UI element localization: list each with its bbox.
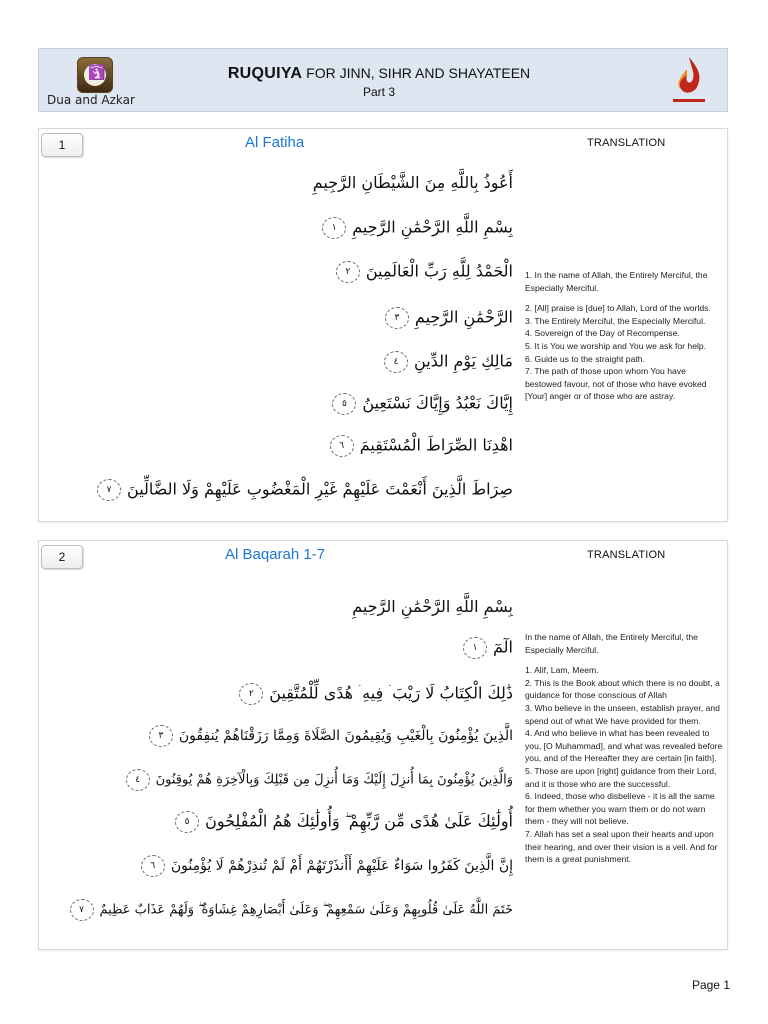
dua-azkar-app-icon[interactable] xyxy=(77,57,113,93)
translation-line: 3. The Entirely Merciful, the Especially Merciful. xyxy=(525,315,706,326)
translation-header: TRANSLATION xyxy=(587,137,666,149)
section-number-badge: 2 xyxy=(41,545,83,569)
ayah-text: الرَّحْمَٰنِ الرَّحِيمِ xyxy=(414,307,513,327)
ayah xyxy=(239,683,513,705)
ayah-text: الْحَمْدُ لِلَّهِ رَبِّ الْعَالَمِينَ xyxy=(365,261,513,281)
flame-logo-icon xyxy=(667,55,711,105)
section-card-al-fatiha xyxy=(38,128,728,522)
ayah-text: الَّذِينَ يُؤْمِنُونَ بِالْغَيْبِ وَيُقِيمُونَ الصَّلَاةَ وَمِمَّا رَزَقْنَاهُمْ يُنفِقُونَ xyxy=(178,728,513,744)
translation-line: 2. This is the Book about which there is no doubt, a guidance for those conscious of Allah xyxy=(525,677,720,701)
ayah-text: خَتَمَ اللَّهُ عَلَىٰ قُلُوبِهِمْ وَعَلَىٰ سَمْعِهِمْ ۖ وَعَلَىٰ أَبْصَارِهِمْ غِشَاوَةٌ ۖ وَلَهُمْ عَذَابٌ عَظِيمٌ xyxy=(99,902,513,918)
translation-line: 7. The path of those upon whom You have bestowed favour, not of those who have evoked [Your] anger or of those who are astray. xyxy=(525,366,707,402)
translation-header: TRANSLATION xyxy=(587,549,666,561)
arabic-column xyxy=(79,541,513,951)
ayah-text: إِنَّ الَّذِينَ كَفَرُوا سَوَاءٌ عَلَيْهِمْ أَأَنذَرْتَهُمْ أَمْ لَمْ تُنذِرْهُمْ لَا يُؤْمِنُونَ xyxy=(170,858,513,874)
ayah xyxy=(384,351,513,373)
translation-line: 4. Sovereign of the Day of Recompense. xyxy=(525,328,680,339)
arabic-column xyxy=(89,129,513,523)
ayah xyxy=(70,899,513,921)
ayah xyxy=(463,637,513,659)
ayah-text: مَالِكِ يَوْمِ الدِّينِ xyxy=(414,351,513,371)
translation-intro: 1. In the name of Allah, the Entirely Merciful, the Especially Merciful. xyxy=(525,270,708,293)
translation-line: 4. And who believe in what has been revealed to you, [O Muhammad], and what was revealed before you, and of the Hereafter they are certain [in faith]. xyxy=(525,728,723,764)
section-card-al-baqarah xyxy=(38,540,728,950)
ayah xyxy=(175,811,513,833)
ayah-number-marker: ٢ xyxy=(239,683,263,705)
ayah xyxy=(126,769,513,791)
ayah-text: وَالَّذِينَ يُؤْمِنُونَ بِمَا أُنزِلَ إِلَيْكَ وَمَا أُنزِلَ مِن قَبْلِكَ وَبِالْآخِرَةِ هُمْ يُوقِنُونَ xyxy=(155,772,513,788)
praying-figure-glyph: 🛐 xyxy=(88,65,106,81)
ayah xyxy=(141,855,513,877)
ayah-text: ذَٰلِكَ الْكِتَابُ لَا رَيْبَ ۛ فِيهِ ۛ هُدًى لِّلْمُتَّقِينَ xyxy=(269,683,513,703)
ayah-text: اهْدِنَا الصِّرَاطَ الْمُسْتَقِيمَ xyxy=(359,435,513,455)
ayah-text: صِرَاطَ الَّذِينَ أَنْعَمْتَ عَلَيْهِمْ غَيْرِ الْمَغْضُوبِ عَلَيْهِمْ وَلَا الضَّالِّينَ xyxy=(127,479,513,499)
ayah-text: بِسْمِ اللَّهِ الرَّحْمَٰنِ الرَّحِيمِ xyxy=(352,597,513,616)
title-strong: RUQUIYA xyxy=(227,65,303,82)
section-number-badge: 1 xyxy=(41,133,83,157)
ayah-text: أَعُوذُ بِاللَّهِ مِنَ الشَّيْطَانِ الرَّجِيمِ xyxy=(312,173,513,192)
ayah-text: الٓمٓ xyxy=(493,637,513,657)
ayah xyxy=(352,597,513,616)
translation-line: 5. It is You we worship and You we ask for help. xyxy=(525,340,707,351)
translation-line: 6. Guide us to the straight path. xyxy=(525,353,645,364)
translation-line: 7. Allah has set a seal upon their hearts and upon their hearing, and over their vision is a veil. And for them is a great punishment. xyxy=(525,828,718,865)
ayah-number-marker: ٥ xyxy=(332,393,356,415)
translation-text xyxy=(525,269,723,403)
section-title: Al Fatiha xyxy=(245,134,305,151)
ayah-number-marker: ٧ xyxy=(70,899,94,921)
translation-line: 2. [All] praise is [due] to Allah, Lord of the worlds. xyxy=(525,303,711,314)
ayah xyxy=(149,725,513,747)
translation-line: 3. Who believe in the unseen, establish prayer, and spend out of what We have provided for them. xyxy=(525,702,720,726)
ayah-number-marker: ١ xyxy=(322,217,346,239)
ayah xyxy=(332,393,513,415)
translation-line: 1. Alif, Lam, Meem. xyxy=(525,665,599,676)
ayah-number-marker: ٣ xyxy=(385,307,409,329)
translation-intro: In the name of Allah, the Entirely Merciful, the Especially Merciful. xyxy=(525,632,698,655)
page-header xyxy=(38,48,728,112)
ayah xyxy=(330,435,513,457)
ayah-text: أُولَٰئِكَ عَلَىٰ هُدًى مِّن رَّبِّهِمْ ۖ وَأُولَٰئِكَ هُمُ الْمُفْلِحُونَ xyxy=(205,811,513,831)
ayah-number-marker: ٤ xyxy=(126,769,150,791)
ayah-number-marker: ٧ xyxy=(97,479,121,501)
ayah-number-marker: ٦ xyxy=(141,855,165,877)
ayah-number-marker: ٤ xyxy=(384,351,408,373)
title-rest: FOR JINN, SIHR AND SHAYATEEN xyxy=(302,65,531,81)
ayah-text: إِيَّاكَ نَعْبُدُ وَإِيَّاكَ نَسْتَعِينُ xyxy=(362,393,513,413)
ayah-number-marker: ٣ xyxy=(149,725,173,747)
ayah-text: بِسْمِ اللَّهِ الرَّحْمَٰنِ الرَّحِيمِ xyxy=(352,217,513,237)
translation-line: 5. Those are upon [right] guidance from their Lord, and it is those who are the successful. xyxy=(525,765,717,789)
app-label: Dua and Azkar xyxy=(47,93,135,107)
ayah-number-marker: ٦ xyxy=(330,435,354,457)
ayah-number-marker: ١ xyxy=(463,637,487,659)
translation-text xyxy=(525,631,723,866)
ayah xyxy=(97,479,513,501)
document-title xyxy=(189,63,569,83)
ayah xyxy=(322,217,513,239)
ayah xyxy=(336,261,513,283)
ayah xyxy=(385,307,513,329)
section-title: Al Baqarah 1-7 xyxy=(225,546,326,563)
page-number: Page 1 xyxy=(691,978,730,992)
ayah-number-marker: ٢ xyxy=(336,261,360,283)
ayah xyxy=(313,173,513,192)
document-subtitle: Part 3 xyxy=(362,85,395,99)
ayah-number-marker: ٥ xyxy=(175,811,199,833)
translation-line: 6. Indeed, those who disbelieve - it is all the same for them whether you warn them or do not warn them - they will not believe. xyxy=(525,791,715,827)
